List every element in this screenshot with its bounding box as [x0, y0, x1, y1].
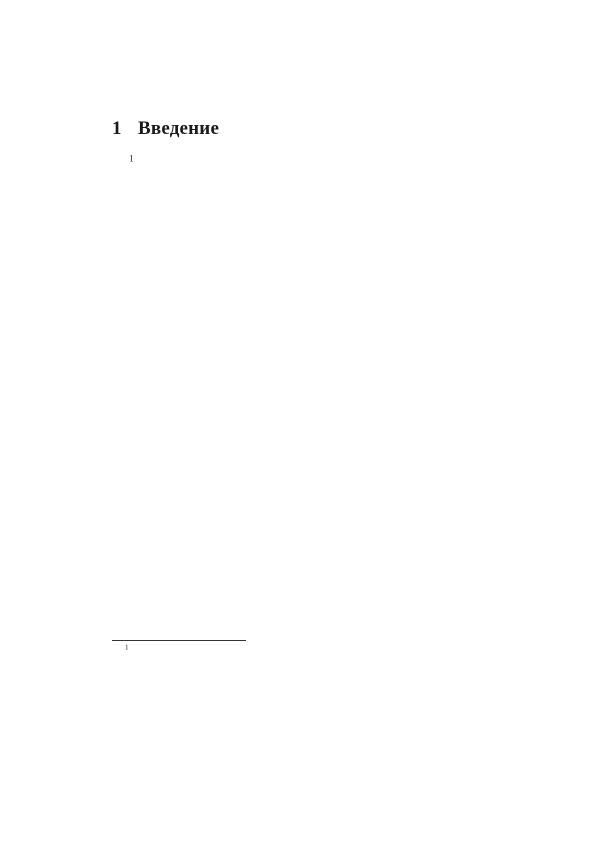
- footnote: [112, 645, 504, 658]
- footnote-rule: [112, 640, 246, 641]
- paragraph: [112, 155, 504, 172]
- section-number: 1: [112, 118, 122, 139]
- footnote-marker: 1: [125, 643, 129, 652]
- footnote-ref[interactable]: 1: [129, 154, 134, 165]
- section-heading: [112, 118, 219, 140]
- section-title: Введение: [138, 118, 220, 139]
- body-text: [112, 155, 504, 172]
